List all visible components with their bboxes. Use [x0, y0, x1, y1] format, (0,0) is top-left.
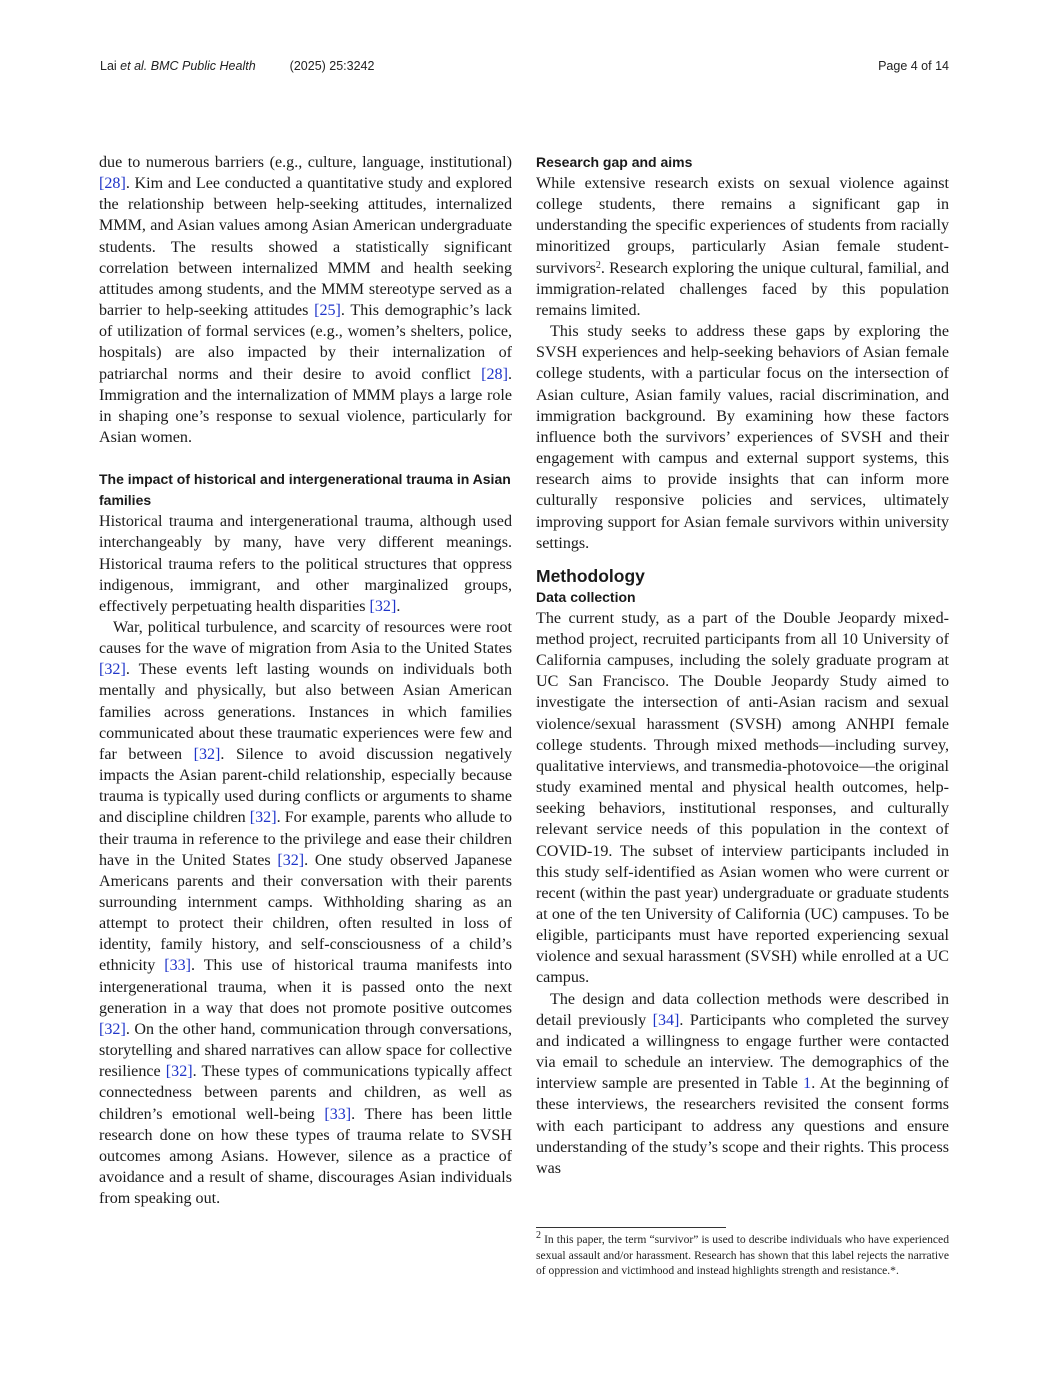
- citation-link[interactable]: [32]: [99, 1020, 126, 1038]
- subsection-heading: Data collection: [536, 588, 636, 605]
- citation-link[interactable]: [25]: [314, 302, 341, 320]
- journal-name: BMC Public Health: [150, 59, 256, 73]
- paragraph: Historical trauma and intergenerational trauma, although used interchangeably by many, have very different meanings. Historical trauma refers to the political structures that oppress indigenous, immigrant, and other marginalized groups, effectively perpetuating health disparities [32].: [99, 513, 512, 615]
- table-link[interactable]: 1: [803, 1075, 812, 1093]
- citation-link[interactable]: [33]: [164, 957, 192, 975]
- paragraph: War, political turbulence, and scarcity of resources were root causes for the wave of migration from Asia to the United States [32]. These events left lasting wounds on individuals both mentally and physically, but also between Asian American families across generations. Instances in which families communicated about these traumatic experiences were few and far between [32]. Silence to avoid discussion negatively impacts the Asian parent-child relationship, especially because trauma is typically used during conflicts or arguments to shame and discipline children [32]. For example, parents who allude to their trauma in reference to the privilege and ease their children have in the United States [32]. One study observed Japanese Americans parents and their conversation with their parents surrounding internment camps. Withholding sharing as an attempt to protect their children, often resulted in loss of identity, family history, and self-consciousness of a child’s ethnicity [33]. This use of historical trauma manifests into intergenerational trauma, when it is passed onto the next generation in a way that does not promote positive outcomes [32]. On the other hand, communication through conversations, storytelling and shared narratives can allow space for collective resilience [32]. These types of communications typically affect connectedness between parents and children, as well as children’s emotional well-being [33]. There has been little research done on how these types of trauma relate to SVSH outcomes among Asians. However, silence as a practice of avoidance and a result of shame, discourages Asian individuals from speaking out.: [99, 618, 513, 1208]
- year-volume: (2025) 25:3242: [289, 59, 375, 73]
- paragraph: The current study, as a part of the Double Jeopardy mixed-method project, recruited participants from all 10 University of California campuses, including the solely graduate program at UC San Francisco. The Double Jeopardy Study aimed to investigate the intersection of anti-Asian racism and sexual violence/sexual harassment (SVSH) among ANHPI female college students. Through mixed methods—including survey, qualitative interviews, and transmedia-photovoice—the original study examined mental and physical health outcomes, help-seeking behaviors, institutional responses, and culturally relevant service needs of this population in the context of COVID-19. The subset of interview participants included in this study self-identified as Asian women who were current or recent (within the past year) undergraduate or graduate students at one of the ten University of California (UC) campuses. To be eligible, participants must have reported experiencing sexual violence and sexual harassment (SVSH) while enrolled at a UC campus.: [536, 609, 949, 987]
- citation-link[interactable]: [33]: [324, 1105, 352, 1123]
- etal: et al.: [120, 59, 148, 73]
- section-heading: The impact of historical and intergenerational trauma in Asian families: [99, 471, 511, 509]
- right-column: [536, 152, 949, 1179]
- paragraph: This study seeks to address these gaps by exploring the SVSH experiences and help-seeking behaviors of Asian female college students, with a particular focus on the intersection of Asian culture, Asian family values, racial discrimination, and immigration background. By examining how these factors influence both the survivors’ experiences of SVSH and their engagement with campus and external support systems, this research aims to provide insights that can inform more culturally responsive policies and services, ultimately improving support for Asian female survivors within university settings.: [536, 323, 949, 552]
- citation-link[interactable]: [32]: [277, 851, 305, 869]
- footnote: [536, 1232, 949, 1279]
- author: Lai: [100, 59, 117, 73]
- left-column: [99, 152, 512, 1209]
- citation-link[interactable]: [32]: [369, 597, 397, 615]
- citation-link[interactable]: [34]: [652, 1011, 680, 1029]
- footnote-text: In this paper, the term “survivor” is used to describe individuals who have experienced sexual assault and/or harassment. Research has shown that this label rejects the narrative of oppression and victimhood and instead highlights strength and resistance.*.: [536, 1233, 949, 1277]
- citation-header: [100, 59, 374, 73]
- footnote-number: 2: [536, 1230, 541, 1241]
- paragraph: While extensive research exists on sexual violence against college students, there remains a significant gap in understanding the specific experiences of students from racially minoritized groups, particularly Asian female student-survivors$^2$. Research exploring the unique cultural, familial, and immigration-related challenges faced by this population remains limited.: [536, 175, 949, 319]
- citation-link[interactable]: [28]: [481, 365, 508, 383]
- footnote-marker[interactable]: 2: [595, 259, 601, 271]
- paragraph: The design and data collection methods were described in detail previously [34]. Participants who completed the survey and indicated a willingness to engage further were contacted via email to schedule an interview. The demographics of the interview sample are presented in Table 1. At the beginning of these interviews, the researchers revisited the consent forms with each participant to address any questions and ensure understanding of the study’s scope and their rights. This process was: [536, 990, 950, 1177]
- running-header: [100, 59, 949, 77]
- citation-link[interactable]: [28]: [99, 175, 126, 193]
- paragraph: due to numerous barriers (e.g., culture, language, institutional) [28]. Kim and Lee conducted a quantitative study and explored the relationship between help-seeking attitudes, internalized MMM, and Asian values among Asian American undergraduate students. The results showed a statistically significant correlation between internalized MMM and health seeking attitudes among students, and the MMM stereotype served as a barrier to help-seeking attitudes [25]. This demographic’s lack of utilization of formal services (e.g., women’s shelters, police, hospitals) are also impacted by their internalization of patriarchal norms and their desire to avoid conflict [28]. Immigration and the internalization of MMM plays a large role in shaping one’s response to sexual violence, particularly for Asian women.: [99, 154, 512, 447]
- citation-link[interactable]: [32]: [193, 745, 221, 763]
- citation-link[interactable]: [32]: [249, 809, 277, 827]
- footnote-rule: [536, 1227, 726, 1228]
- citation-link[interactable]: [32]: [99, 661, 126, 679]
- section-heading: Research gap and aims: [536, 154, 693, 170]
- page-number: Page 4 of 14: [878, 59, 949, 73]
- citation-link[interactable]: [32]: [165, 1063, 193, 1081]
- section-heading: Methodology: [536, 565, 645, 586]
